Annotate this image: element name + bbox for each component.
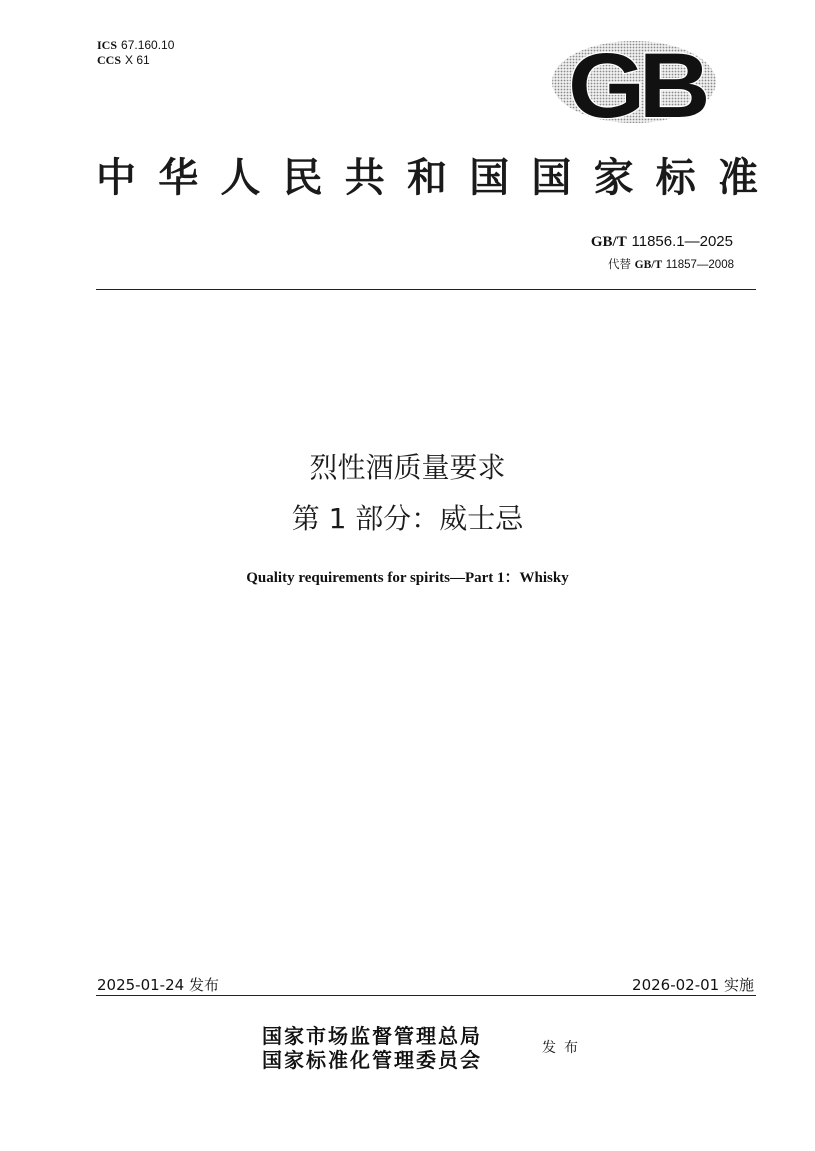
standard-number: GB/T 11856.1—2025 <box>590 233 733 250</box>
document-title: 烈性酒质量要求 <box>309 451 506 484</box>
gb-logo <box>551 40 717 124</box>
ccs-code: CCS X 61 <box>97 53 150 67</box>
document-subtitle: 第 1 部分：威士忌 <box>291 502 524 535</box>
issuer-samr: 国家市场监督管理总局 <box>262 1024 482 1048</box>
publish-label: 发布 <box>542 1040 586 1056</box>
header-divider <box>96 289 756 290</box>
replaces-standard: 代替 GB/T 11857—2008 <box>607 257 734 271</box>
issuing-authorities <box>262 1024 482 1072</box>
english-title: Quality requirements for spirits—Part 1：Whisky <box>246 570 569 586</box>
footer-divider <box>96 995 756 996</box>
implementation-date: 2026-02-01 实施 <box>632 976 754 994</box>
svg-text:GB: GB <box>568 40 707 124</box>
national-standard-title: 中华人民共和国国家标准 <box>96 154 758 201</box>
classification-codes <box>97 38 174 68</box>
issue-date: 2025-01-24 发布 <box>97 976 219 994</box>
ics-code: ICS 67.160.10 <box>97 38 175 52</box>
issuer-sac: 国家标准化管理委员会 <box>262 1048 482 1072</box>
